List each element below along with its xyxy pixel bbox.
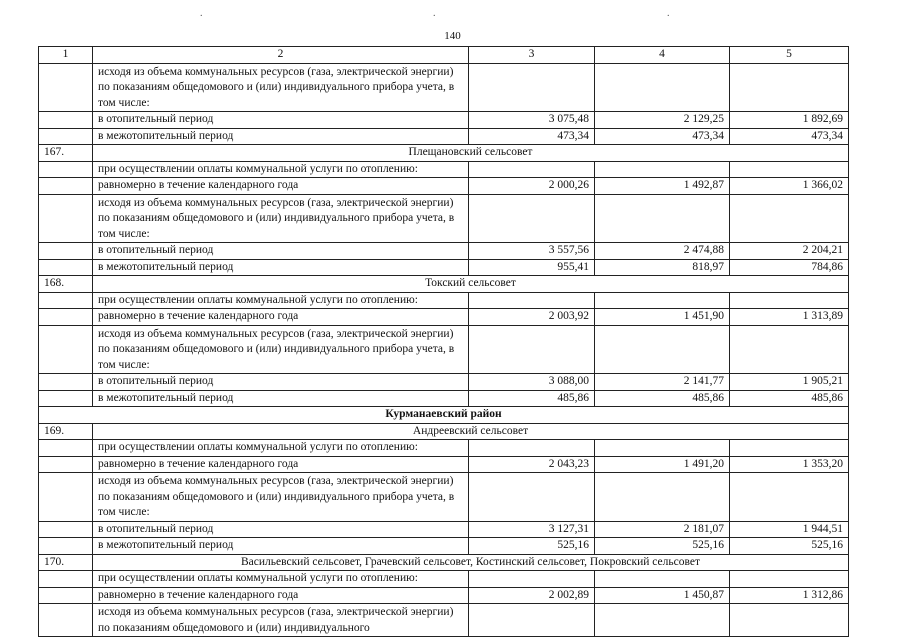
row-number <box>39 456 93 473</box>
row-number <box>39 521 93 538</box>
value-col-5 <box>730 571 849 588</box>
value-col-5: 485,86 <box>730 390 849 407</box>
column-number-row <box>39 47 849 64</box>
page-number: 140 <box>444 30 461 42</box>
value-col-4 <box>595 63 730 112</box>
row-description: исходя из объема коммунальных ресурсов (газа, электрической энергии) по показаниям общедомового и (или) индивидуального прибора учета, в том числе: <box>93 473 469 522</box>
row-number: 167. <box>39 145 93 162</box>
value-col-3: 525,16 <box>469 538 595 555</box>
value-col-3 <box>469 440 595 457</box>
table-row <box>39 128 849 145</box>
row-number <box>39 112 93 129</box>
section-title: Васильевский сельсовет, Грачевский сельсовет, Костинский сельсовет, Покровский сельсовет <box>93 554 849 571</box>
column-header: 2 <box>93 47 469 64</box>
value-col-3: 3 127,31 <box>469 521 595 538</box>
value-col-5: 1 353,20 <box>730 456 849 473</box>
row-number <box>39 259 93 276</box>
value-col-3: 3 075,48 <box>469 112 595 129</box>
row-number <box>39 309 93 326</box>
value-col-5: 1 312,86 <box>730 587 849 604</box>
table-row <box>39 473 849 522</box>
value-col-3: 2 043,23 <box>469 456 595 473</box>
value-col-5: 525,16 <box>730 538 849 555</box>
value-col-5 <box>730 194 849 243</box>
value-col-5: 2 204,21 <box>730 243 849 260</box>
value-col-4: 2 129,25 <box>595 112 730 129</box>
row-number <box>39 571 93 588</box>
value-col-3 <box>469 325 595 374</box>
table-row <box>39 440 849 457</box>
value-col-3: 3 088,00 <box>469 374 595 391</box>
value-col-4: 2 474,88 <box>595 243 730 260</box>
value-col-5 <box>730 292 849 309</box>
value-col-5: 784,86 <box>730 259 849 276</box>
value-col-3: 2 003,92 <box>469 309 595 326</box>
table-row <box>39 390 849 407</box>
value-col-4: 1 451,90 <box>595 309 730 326</box>
column-header: 4 <box>595 47 730 64</box>
row-description: исходя из объема коммунальных ресурсов (газа, электрической энергии) по показаниям общедомового и (или) индивидуального прибора учета, в том числе: <box>93 63 469 112</box>
value-col-4: 473,34 <box>595 128 730 145</box>
section-row <box>39 276 849 293</box>
row-description: в отопительный период <box>93 112 469 129</box>
row-description: в отопительный период <box>93 521 469 538</box>
row-description: при осуществлении оплаты коммунальной услуги по отоплению: <box>93 571 469 588</box>
row-number <box>39 604 93 637</box>
value-col-4 <box>595 473 730 522</box>
value-col-5 <box>730 325 849 374</box>
section-row <box>39 423 849 440</box>
row-description: в межотопительный период <box>93 128 469 145</box>
table-row <box>39 374 849 391</box>
value-col-3: 473,34 <box>469 128 595 145</box>
row-number <box>39 63 93 112</box>
row-description: равномерно в течение календарного года <box>93 587 469 604</box>
row-number: 168. <box>39 276 93 293</box>
table-row <box>39 604 849 637</box>
row-description: равномерно в течение календарного года <box>93 456 469 473</box>
column-header: 3 <box>469 47 595 64</box>
value-col-5 <box>730 604 849 637</box>
row-number <box>39 161 93 178</box>
row-number <box>39 178 93 195</box>
value-col-5: 473,34 <box>730 128 849 145</box>
table-body <box>39 63 849 637</box>
value-col-4: 485,86 <box>595 390 730 407</box>
value-col-5 <box>730 473 849 522</box>
value-col-3 <box>469 604 595 637</box>
value-col-3 <box>469 194 595 243</box>
value-col-4 <box>595 194 730 243</box>
value-col-5 <box>730 161 849 178</box>
value-col-4 <box>595 571 730 588</box>
value-col-3 <box>469 63 595 112</box>
value-col-4: 525,16 <box>595 538 730 555</box>
row-number <box>39 243 93 260</box>
row-number: 169. <box>39 423 93 440</box>
value-col-4: 1 491,20 <box>595 456 730 473</box>
table-row <box>39 178 849 195</box>
row-number <box>39 587 93 604</box>
value-col-5 <box>730 63 849 112</box>
section-row <box>39 554 849 571</box>
table-row <box>39 194 849 243</box>
scan-dot: . <box>433 8 436 19</box>
row-description: исходя из объема коммунальных ресурсов (газа, электрической энергии) по показаниям общедомового и (или) индивидуального <box>93 604 469 637</box>
value-col-4: 818,97 <box>595 259 730 276</box>
row-description: исходя из объема коммунальных ресурсов (газа, электрической энергии) по показаниям общедомового и (или) индивидуального прибора учета, в том числе: <box>93 194 469 243</box>
table-row <box>39 259 849 276</box>
column-header: 5 <box>730 47 849 64</box>
table-row <box>39 587 849 604</box>
tariff-table <box>38 46 849 637</box>
row-description: при осуществлении оплаты коммунальной услуги по отоплению: <box>93 440 469 457</box>
row-number <box>39 440 93 457</box>
row-description: при осуществлении оплаты коммунальной услуги по отоплению: <box>93 161 469 178</box>
row-number <box>39 325 93 374</box>
value-col-5: 1 366,02 <box>730 178 849 195</box>
scan-dot: . <box>667 8 670 19</box>
value-col-3: 485,86 <box>469 390 595 407</box>
row-number <box>39 292 93 309</box>
value-col-4 <box>595 604 730 637</box>
value-col-5: 1 905,21 <box>730 374 849 391</box>
row-description: исходя из объема коммунальных ресурсов (газа, электрической энергии) по показаниям общедомового и (или) индивидуального прибора учета, в том числе: <box>93 325 469 374</box>
row-number <box>39 390 93 407</box>
row-number <box>39 538 93 555</box>
value-col-3 <box>469 161 595 178</box>
value-col-4 <box>595 292 730 309</box>
row-description: при осуществлении оплаты коммунальной услуги по отоплению: <box>93 292 469 309</box>
row-description: в межотопительный период <box>93 259 469 276</box>
section-title: Плещановский сельсовет <box>93 145 849 162</box>
row-description: равномерно в течение календарного года <box>93 309 469 326</box>
row-description: в отопительный период <box>93 243 469 260</box>
value-col-5: 1 313,89 <box>730 309 849 326</box>
row-number <box>39 374 93 391</box>
table-row <box>39 538 849 555</box>
table-row <box>39 112 849 129</box>
value-col-5: 1 944,51 <box>730 521 849 538</box>
value-col-4 <box>595 440 730 457</box>
value-col-3 <box>469 571 595 588</box>
table-row <box>39 63 849 112</box>
value-col-3: 2 000,26 <box>469 178 595 195</box>
row-description: в межотопительный период <box>93 538 469 555</box>
value-col-3 <box>469 292 595 309</box>
row-number <box>39 128 93 145</box>
value-col-4: 1 450,87 <box>595 587 730 604</box>
table-row <box>39 292 849 309</box>
row-number <box>39 194 93 243</box>
value-col-4: 2 141,77 <box>595 374 730 391</box>
table-row <box>39 521 849 538</box>
value-col-5: 1 892,69 <box>730 112 849 129</box>
value-col-3: 2 002,89 <box>469 587 595 604</box>
row-description: равномерно в течение календарного года <box>93 178 469 195</box>
table-row <box>39 325 849 374</box>
row-number <box>39 473 93 522</box>
section-row <box>39 145 849 162</box>
table-row <box>39 243 849 260</box>
table-row <box>39 161 849 178</box>
table-row <box>39 309 849 326</box>
value-col-4 <box>595 325 730 374</box>
value-col-3 <box>469 473 595 522</box>
value-col-3: 955,41 <box>469 259 595 276</box>
row-description: в межотопительный период <box>93 390 469 407</box>
value-col-4: 2 181,07 <box>595 521 730 538</box>
value-col-4 <box>595 161 730 178</box>
section-title: Токский сельсовет <box>93 276 849 293</box>
scan-dot: . <box>200 8 203 19</box>
value-col-5 <box>730 440 849 457</box>
section-title: Андреевский сельсовет <box>93 423 849 440</box>
district-row <box>39 407 849 424</box>
district-title: Курманаевский район <box>39 407 849 424</box>
row-number: 170. <box>39 554 93 571</box>
value-col-3: 3 557,56 <box>469 243 595 260</box>
value-col-4: 1 492,87 <box>595 178 730 195</box>
column-header: 1 <box>39 47 93 64</box>
table-row <box>39 571 849 588</box>
table-row <box>39 456 849 473</box>
row-description: в отопительный период <box>93 374 469 391</box>
